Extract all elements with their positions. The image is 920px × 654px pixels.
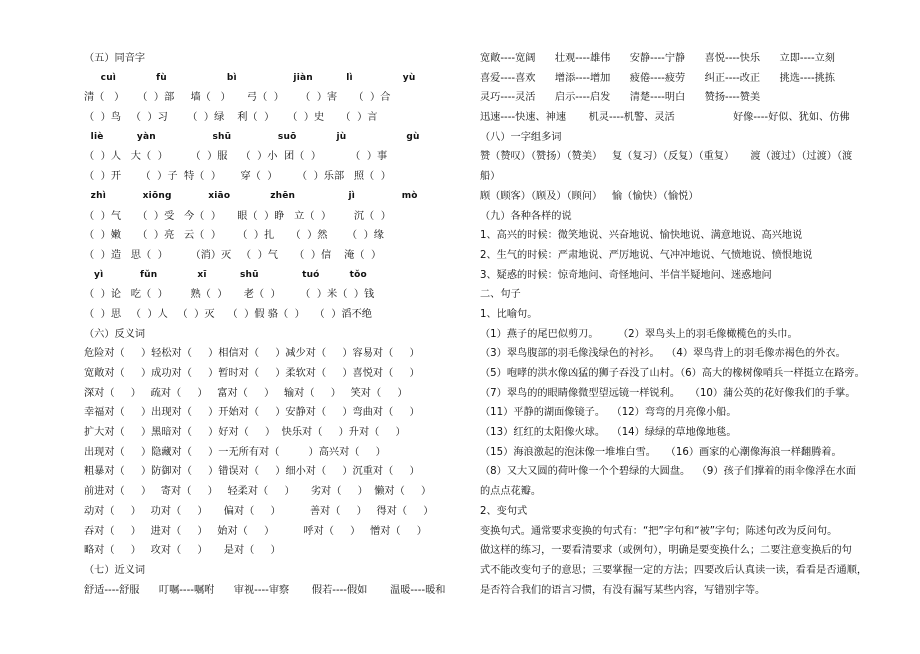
right-text-line: 灵巧----灵活 启示----启发 清楚----明白 赞扬----赞美	[480, 92, 761, 104]
right-text-line: 式不能改变句子的意思；三要掌握一定的方法；四要改后认真读一读，看看是否通顺，	[480, 564, 868, 576]
left-text-line: （ ）人 大（ ） （ ）服 （ ）小 团（ ） （ ）事	[84, 151, 388, 163]
right-text-line: 的点点花瓣。	[480, 486, 542, 498]
left-text-line: （ ）开 （ ）子 特（ ） 穿（ ） （ ）乐部 照（ ）	[84, 171, 391, 183]
right-text-line: 2、生气的时候：严肃地说、严厉地说、气冲冲地说、气愤地说、愤恨地说	[480, 249, 813, 261]
right-text-line: （5）咆哮的洪水像凶猛的狮子吞没了山村。（6）高大的橡树像哨兵一样挺立在路旁。	[480, 368, 865, 379]
left-text-line: 危险对（ ）轻松对（ ）相信对（ ）减少对（ ）容易对（ ）	[84, 348, 420, 360]
left-text-line: 清（ ） （ ）部 墙（ ） 弓（ ） （ ）害 （ ）合	[84, 92, 391, 104]
right-text-line: 1、比喻句。	[480, 308, 538, 320]
left-text-line: （七）近义词	[84, 564, 146, 576]
right-text-line: （15）海浪激起的泡沫像一堆堆白雪。 （16）画家的心潮像海浪一样翻腾着。	[480, 446, 842, 458]
left-text-line: （ ）造 思（ ） （消）灭 （ ）气 （ ）信 淹（ ）	[84, 249, 382, 261]
right-text-line: 是否符合我们的语言习惯，有没有漏写某些内容，写错别字等。	[480, 584, 766, 596]
left-text-line: 略对（ ） 攻对（ ） 是对（ ）	[84, 545, 281, 557]
right-text-line: 二、句子	[480, 289, 521, 301]
left-text-line: yì fǔn xī shū tuó tǒo	[84, 269, 367, 280]
right-text-line: （九）各种各样的说	[480, 210, 572, 222]
right-text-line: （八）一字组多词	[480, 131, 562, 143]
left-text-line: （ ）论 吃（ ） 熟（ ） 老（ ） （ ）米（ ）钱	[84, 289, 375, 301]
left-text-line: 扩大对（ ）黑暗对（ ）好对（ ） 快乐对（ ）升对（ ）	[84, 427, 406, 439]
right-text-line: 1、高兴的时候：微笑地说、兴奋地说、愉快地说、满意地说、高兴地说	[480, 230, 803, 242]
right-text-line: 赞（赞叹）（赞扬）（赞美） 复（复习）（反复）（重复） 渡（渡过）（过渡）（渡	[480, 151, 853, 163]
right-text-line: 喜爱----喜欢 增添----增加 疲倦----疲劳 纠正----改正 挑选----挑拣	[480, 72, 835, 84]
left-text-line: 动对（ ） 功对（ ） 偏对（ ） 善对（ ） 得对（ ）	[84, 505, 434, 517]
left-text-line: 吞对（ ） 进对（ ） 始对（ ） 呼对（ ） 憎对（ ）	[84, 525, 427, 537]
left-text-line: 出现对（ ）隐藏对（ ）一无所有对（ ）高兴对（ ）	[84, 446, 386, 458]
right-text-line: （7）翠鸟的的眼睛像微型望远镜一样锐利。 （10）蒲公英的花好像我们的手掌。	[480, 387, 856, 399]
right-text-line: 2、变句式	[480, 505, 528, 517]
right-text-line: 3、疑惑的时候：惊奇地问、奇怪地问、半信半疑地问、迷惑地问	[480, 269, 772, 281]
right-text-line: 顾（顾客）（顾及）（顾问） 愉（愉快）（愉悦）	[480, 190, 699, 202]
right-text-line: （3）翠鸟腹部的羽毛像浅绿色的衬衫。 （4）翠鸟背上的羽毛像赤褐色的外衣。	[480, 348, 846, 360]
right-text-line: （1）燕子的尾巴似剪刀。 （2）翠鸟头上的羽毛像橄榄色的头巾。	[480, 328, 798, 340]
left-text-line: zhì xiōng xiāo zhēn jì mò	[84, 190, 418, 201]
left-text-line: liè yàn shū suō jù gù	[84, 131, 420, 142]
left-text-line: （ ）思 （ ）人 （ ）灭 （ ）假 骆（ ） （ ）滔不绝	[84, 308, 372, 320]
left-text-line: （五）同音字	[84, 53, 146, 64]
left-text-line: （ ）鸟 （ ）习 （ ）绿 利（ ） （ ）史 （ ）言	[84, 112, 378, 124]
right-text-line: 变换句式。通常要求变换的句式有：“把”字句和“被”字句；陈述句改为反问句。	[480, 525, 838, 537]
right-text-line: 做这样的练习，一要看清要求（或例句），明确是要变换什么；二要注意变换后的句	[480, 545, 852, 557]
left-column	[84, 49, 460, 600]
left-text-line: 幸福对（ ）出现对（ ）开始对（ ）安静对（ ）弯曲对（ ）	[84, 407, 420, 419]
right-column	[480, 49, 890, 600]
right-text-line: （8）又大又圆的荷叶像一个个碧绿的大圆盘。 （9）孩子们撑着的雨伞像浮在水面	[480, 466, 856, 478]
right-text-line: 迅速----快速、神速 机灵----机警、灵活 好像----好似、犹如、仿佛	[480, 112, 850, 124]
left-text-line: （ ）嫩 （ ）亮 云（ ） （ ）扎 （ ）然 （ ）缘	[84, 230, 384, 242]
right-text-line: （11）平静的湖面像镜子。 （12）弯弯的月亮像小船。	[480, 407, 737, 419]
left-text-line: 深对（ ） 疏对（ ） 富对（ ） 输对（ ） 笑对（ ）	[84, 387, 408, 399]
right-text-line: （13）红红的太阳像火球。 （14）绿绿的草地像地毯。	[480, 427, 737, 439]
left-text-line: cuì fù bì jiàn lì yù	[84, 72, 416, 83]
left-text-line: 舒适----舒服 叮嘱----嘱咐 审视----审察 假若----假如 温暖----暖和	[84, 584, 446, 596]
left-text-line: 前进对（ ） 寄对（ ） 轻柔对（ ） 劣对（ ） 懒对（ ）	[84, 486, 432, 498]
right-text-line: 宽敞----宽阔 壮观----雄伟 安静----宁静 喜悦----快乐 立即----立刻	[480, 53, 835, 64]
right-text-line: 船）	[480, 171, 501, 183]
left-text-line: （六）反义词	[84, 328, 146, 340]
left-text-line: 宽敞对（ ）成功对（ ）暂时对（ ）柔软对（ ）喜悦对（ ）	[84, 368, 420, 379]
left-text-line: （ ）气 （ ）受 今（ ） 眼（ ）睁 立（ ） 沉（ ）	[84, 210, 391, 222]
left-text-line: 粗暴对（ ）防御对（ ）错误对（ ）细小对（ ）沉重对（ ）	[84, 466, 420, 478]
